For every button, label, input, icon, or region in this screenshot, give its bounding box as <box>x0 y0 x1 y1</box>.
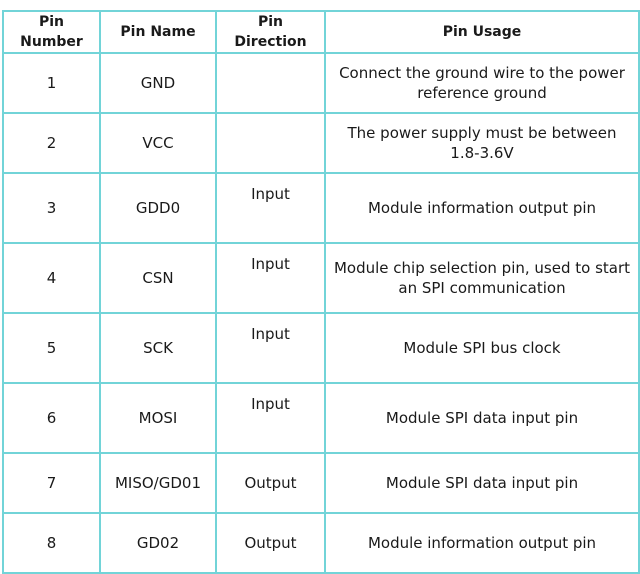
header-pin-usage: Pin Usage <box>325 11 639 53</box>
pin-name-cell: GDD0 <box>100 173 216 243</box>
pin-direction-cell: Input <box>216 173 325 243</box>
pin-number-cell: 2 <box>3 113 100 173</box>
pin-direction-cell: Input <box>216 383 325 453</box>
pin-direction-cell <box>216 113 325 173</box>
table-row <box>3 513 639 573</box>
pin-usage-cell: Module chip selection pin, used to start an SPI communication <box>325 243 639 313</box>
table-row <box>3 453 639 513</box>
table-row <box>3 313 639 383</box>
pin-direction-cell: Output <box>216 513 325 573</box>
pin-table <box>2 10 640 574</box>
header-pin-number: Pin Number <box>3 11 100 53</box>
pin-number-cell: 3 <box>3 173 100 243</box>
pin-direction-cell: Output <box>216 453 325 513</box>
header-row <box>3 11 639 53</box>
pin-usage-cell: Module SPI bus clock <box>325 313 639 383</box>
pin-direction-cell <box>216 53 325 113</box>
pin-number-cell: 7 <box>3 453 100 513</box>
pin-usage-cell: The power supply must be between 1.8-3.6V <box>325 113 639 173</box>
pin-name-cell: MISO/GD01 <box>100 453 216 513</box>
pin-usage-cell: Connect the ground wire to the power reference ground <box>325 53 639 113</box>
pin-usage-cell: Module SPI data input pin <box>325 453 639 513</box>
pin-usage-cell: Module information output pin <box>325 173 639 243</box>
pin-table-container <box>2 10 638 574</box>
pin-name-cell: CSN <box>100 243 216 313</box>
pin-usage-cell: Module information output pin <box>325 513 639 573</box>
pin-name-cell: VCC <box>100 113 216 173</box>
pin-name-cell: GND <box>100 53 216 113</box>
header-pin-name: Pin Name <box>100 11 216 53</box>
pin-number-cell: 4 <box>3 243 100 313</box>
table-row <box>3 173 639 243</box>
pin-number-cell: 5 <box>3 313 100 383</box>
pin-number-cell: 6 <box>3 383 100 453</box>
table-row <box>3 53 639 113</box>
pin-name-cell: MOSI <box>100 383 216 453</box>
pin-number-cell: 8 <box>3 513 100 573</box>
pin-direction-cell: Input <box>216 243 325 313</box>
pin-usage-cell: Module SPI data input pin <box>325 383 639 453</box>
table-row <box>3 243 639 313</box>
pin-name-cell: SCK <box>100 313 216 383</box>
header-pin-direction: Pin Direction <box>216 11 325 53</box>
table-row <box>3 113 639 173</box>
pin-name-cell: GD02 <box>100 513 216 573</box>
pin-direction-cell: Input <box>216 313 325 383</box>
pin-number-cell: 1 <box>3 53 100 113</box>
table-row <box>3 383 639 453</box>
